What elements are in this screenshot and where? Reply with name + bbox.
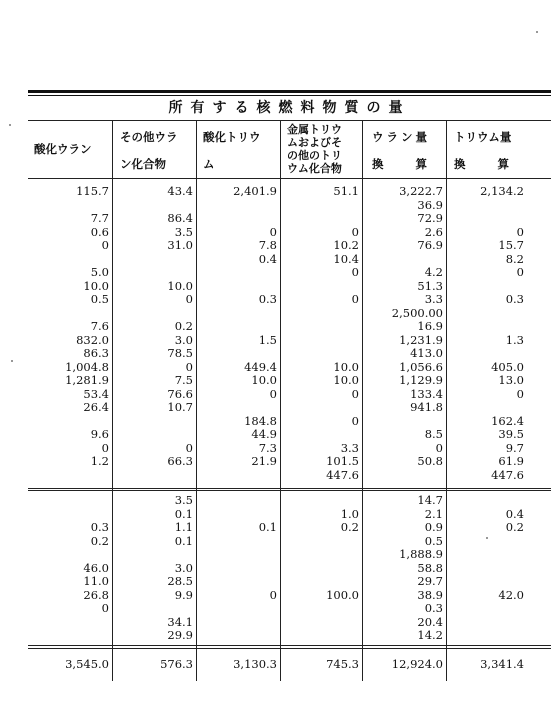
total-uranium-amount: 12,924.0	[391, 657, 443, 671]
s1-thorium-oxide-values: 2,401.9 0 7.8 0.4 0.3 1.5 449.4 10.0 0 184.8 44.9 7.3 21.9	[233, 184, 277, 468]
total-thorium-amount: 3,341.4	[480, 657, 524, 671]
top-rule-thin	[28, 95, 551, 96]
s1-other-uranium-values: 43.4 86.4 3.5 31.0 10.0 0 0.2 3.0 78.5 0 7.5 76.6 10.7 0 66.3	[167, 184, 193, 468]
top-rule-thick	[28, 90, 551, 93]
table-title: 所有する核燃料物質の量	[168, 100, 411, 116]
s2-thorium-amount-values: 0.4 0.2 42.0	[498, 506, 524, 602]
col-line-2	[196, 121, 197, 681]
header-metal-thorium-4: ウム化合物	[287, 162, 342, 175]
header-thorium-amount-1: トリウム量	[454, 130, 512, 144]
scan-speck	[9, 124, 11, 126]
total-thorium-oxide: 3,130.3	[233, 657, 277, 671]
header-thorium-oxide-1: 酸化トリウ	[203, 130, 261, 144]
header-metal-thorium-1: 金属トリウ	[287, 123, 342, 136]
s2-metal-thorium-values: 1.0 0.2 100.0	[326, 506, 359, 602]
s1-metal-thorium-values: 51.1 0 10.2 10.4 0 0 10.0 10.0 0 0 3.3 101.5 447.6	[326, 184, 359, 482]
header-uranium-amount-2: 換 算	[372, 157, 430, 171]
title-underline	[28, 120, 551, 121]
scan-speck	[486, 537, 488, 539]
s2-other-uranium-values: 3.5 0.1 1.1 0.1 3.0 28.5 9.9 34.1 29.9	[167, 493, 193, 642]
header-underline	[28, 178, 551, 179]
section-divider-2	[28, 490, 551, 491]
col-line-5	[446, 121, 447, 681]
s2-thorium-oxide-values: 0.1 0	[258, 520, 277, 602]
col-line-1	[112, 121, 113, 681]
col-line-4	[362, 121, 363, 681]
total-metal-thorium: 745.3	[326, 657, 359, 671]
s2-uranium-oxide-values: 0.3 0.2 46.0 11.0 26.8 0	[83, 520, 109, 615]
header-other-uranium-compounds-1: その他ウラ	[120, 130, 178, 144]
section-divider-1	[28, 488, 551, 489]
total-other-uranium: 576.3	[160, 657, 193, 671]
s1-thorium-amount-values: 2,134.2 0 15.7 8.2 0 0.3 1.3 405.0 13.0 0 162.4 39.5 9.7 61.9 447.6	[480, 184, 524, 482]
totals-divider-1	[28, 645, 551, 646]
header-uranium-oxide: 酸化ウラン	[34, 142, 92, 156]
totals-divider-2	[28, 648, 551, 649]
scan-speck	[536, 31, 538, 33]
s2-uranium-amount-values: 14.7 2.1 0.9 0.5 1,888.9 58.8 29.7 38.9 0.3 20.4 14.2	[399, 493, 443, 642]
header-uranium-amount-1: ウラン量	[372, 130, 430, 144]
s1-uranium-oxide-values: 115.7 7.7 0.6 0 5.0 10.0 0.5 7.6 832.0 86.3 1,004.8 1,281.9 53.4 26.4 9.6 0 1.2	[65, 184, 109, 468]
header-other-uranium-compounds-2: ン化合物	[120, 157, 166, 171]
s1-uranium-amount-values: 3,222.7 36.9 72.9 2.6 76.9 4.2 51.3 3.3 2,500.00 16.9 1,231.9 413.0 1,056.6 1,129.9 133.4 941.8 8.5 0 50.8	[391, 184, 443, 468]
col-line-3	[280, 121, 281, 681]
header-metal-thorium-3: の他のトリ	[287, 149, 342, 162]
header-metal-thorium-2: ムおよびそ	[287, 136, 342, 149]
scan-speck	[11, 360, 13, 362]
total-uranium-oxide: 3,545.0	[65, 657, 109, 671]
header-thorium-amount-2: 換 算	[454, 157, 512, 171]
header-thorium-oxide-2: ム	[203, 157, 215, 171]
